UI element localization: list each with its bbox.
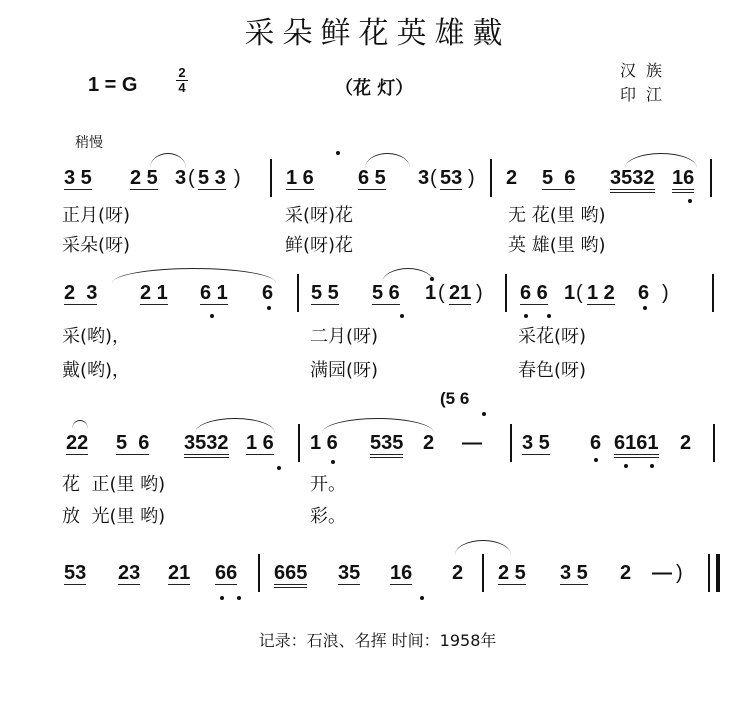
note-group: 6161 [614,432,659,458]
note-group: 2 [680,432,692,454]
note-group: 1 6 [310,432,338,454]
octave-dot [650,464,654,468]
octave-dot [420,596,424,600]
paren: ) [468,167,475,189]
note-group: 3 5 [560,562,588,584]
paren: ) [662,282,669,304]
note-group: 3532 [610,167,655,193]
note-group: 21 [449,282,472,304]
lyric: 戴(哟)， [62,360,131,381]
barline [505,274,507,312]
paren: ( [430,167,437,189]
slur [625,153,697,168]
note-group: 3 [418,167,430,189]
barline [490,159,492,197]
octave-dot [482,412,486,416]
note-group: 23 [118,562,141,584]
note-group: 16 [672,167,694,193]
ethnicity-label: 汉族 [620,61,673,80]
slur [382,268,434,283]
alt-notes: (5 6 [440,389,470,408]
octave-dot [331,460,335,464]
slur [112,268,276,283]
octave-dot [336,151,340,155]
time-sig-top: 2 [178,65,186,80]
lyric: 开。 [310,474,346,495]
staff-row-2 [0,282,755,381]
paren: ) [476,282,483,304]
paren: ) [676,562,683,584]
note-group: 5 6 [116,432,150,454]
dash: — [652,562,672,584]
paren: ( [438,282,445,304]
final-barline [708,554,720,592]
time-signature [176,66,188,95]
note-group: 6 [590,432,602,454]
slur [195,418,275,433]
note-group: 2 [620,562,632,584]
note-group: 6 1 [200,282,228,304]
note-group: 5 5 [311,282,339,304]
barline [510,424,512,462]
octave-dot [210,314,214,318]
barline [270,159,272,197]
note-group: 665 [274,562,307,588]
note-group: 1 6 [286,167,314,189]
octave-dot [400,314,404,318]
note-group: 16 [390,562,413,584]
note-group: 22 [66,432,89,454]
lyric: 采(呀)花 [285,205,354,226]
octave-dot [594,458,598,462]
note-group: 2 [506,167,518,189]
lyric: 满园(呀) [310,360,379,381]
barline [710,159,712,197]
note-group: 2 5 [498,562,526,584]
lyric: 无 花(里 哟) [508,205,606,226]
note-group: 35 [338,562,361,584]
note-group: 2 1 [140,282,168,304]
note-group: 53 [440,167,463,189]
staff-row-3 [0,432,755,527]
lyric: 采花(呀) [518,326,587,347]
song-title: 采朵鲜花英雄戴 [244,16,511,51]
note-group: 53 [64,562,87,584]
octave-dot [624,464,628,468]
octave-dot [524,314,528,318]
note-group: 1 2 [587,282,615,304]
paren: ( [188,167,195,189]
note-group: 6 [262,282,274,304]
note-group: 1 6 [246,432,274,454]
tempo-marking: 稍慢 [75,135,103,151]
octave-dot [277,466,281,470]
note-group: 2 5 [130,167,158,189]
note-group: 6 [638,282,650,304]
barline [482,554,484,592]
barline [298,424,300,462]
octave-dot [547,314,551,318]
note-group: 5 3 [198,167,226,189]
lyric: 二月(呀) [310,326,379,347]
note-group: 3 5 [64,167,92,189]
paren: ) [234,167,241,189]
octave-dot [688,199,692,203]
note-group: 3 [175,167,187,189]
slur [365,153,410,168]
note-group: 2 [452,562,464,584]
note-group: 2 [423,432,435,454]
lyric: 彩。 [310,506,346,527]
region-label: 印江 [620,85,673,104]
lyric: 采(哟)， [62,326,131,347]
slur [455,540,511,555]
slur [322,418,434,433]
lyric: 英 雄(里 哟) [508,235,606,256]
barline [258,554,260,592]
slur [150,153,186,168]
key-signature: 1 = G [88,74,138,96]
note-group: 1 [425,282,437,304]
staff-row-1 [0,167,755,256]
lyric: 花 正(里 哟) [62,474,166,495]
octave-dot [237,596,241,600]
note-group: 3532 [184,432,229,458]
note-group: 6 6 [520,282,548,304]
note-group: 5 6 [542,167,576,189]
lyric: 鲜(呀)花 [285,235,354,256]
note-group: 2 3 [64,282,98,304]
dash: — [462,432,482,454]
time-sig-bottom: 4 [176,80,188,95]
barline [713,424,715,462]
octave-dot [220,596,224,600]
note-group: 66 [215,562,238,584]
note-group: 1 [564,282,576,304]
slur [72,420,88,429]
lyric: 放 光(里 哟) [62,506,166,527]
staff-row-4 [0,562,755,602]
octave-dot [267,306,271,310]
note-group: 535 [370,432,403,458]
paren: ( [576,282,583,304]
note-group: 21 [168,562,191,584]
note-group: 6 5 [358,167,386,189]
octave-dot [643,306,647,310]
note-group: 3 5 [522,432,550,454]
barline [297,274,299,312]
note-group: 5 6 [372,282,400,304]
barline [712,274,714,312]
lyric: 春色(呀) [518,360,587,381]
genre-label: （花 灯） [335,78,414,99]
lyric: 采朵(呀) [62,235,131,256]
lyric: 正月(呀) [62,205,131,226]
footer-credits: 记录：石浪、名挥 时间：1958年 [258,631,497,650]
